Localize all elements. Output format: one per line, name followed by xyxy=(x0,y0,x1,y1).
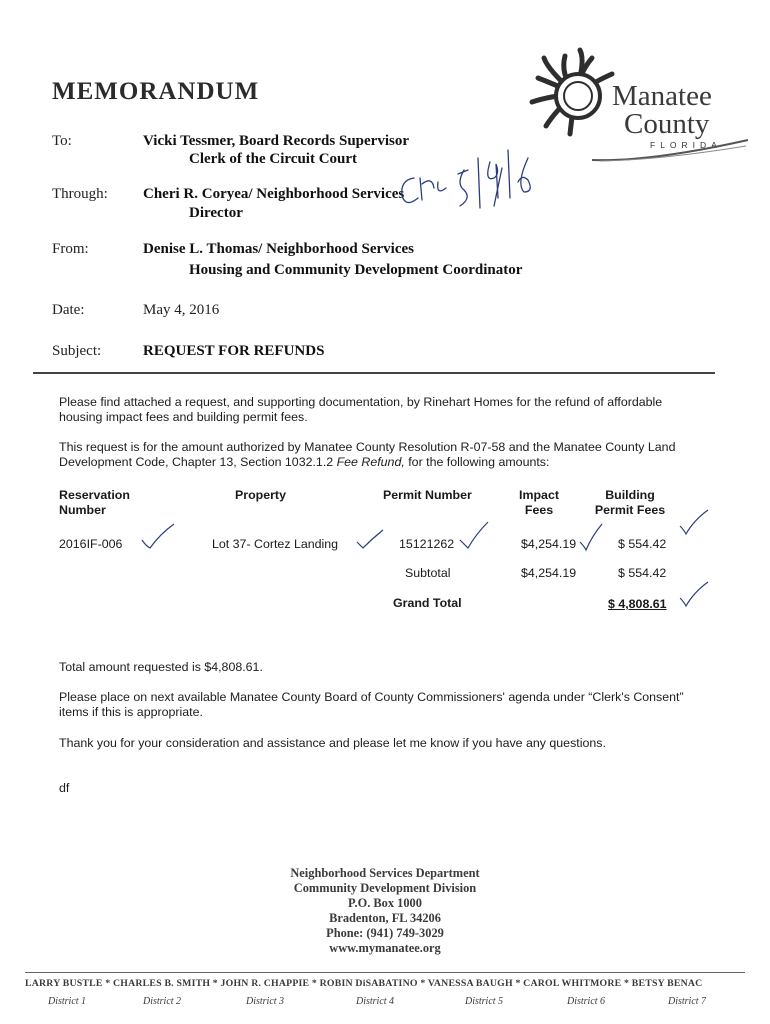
to-label: To: xyxy=(52,133,72,149)
grand-total-label: Grand Total xyxy=(393,596,462,610)
footer-pobox: P.O. Box 1000 xyxy=(348,896,422,910)
from-label: From: xyxy=(52,241,89,257)
through-label: Through: xyxy=(52,186,108,202)
authority-text-end: for the following amounts: xyxy=(404,455,550,469)
district-label: District 5 xyxy=(465,996,504,1007)
check-mark-icon xyxy=(140,522,176,552)
district-label: District 3 xyxy=(246,996,285,1007)
header-divider xyxy=(33,372,715,374)
through-name: Cheri R. Coryea/ Neighborhood Services xyxy=(143,186,405,202)
handwritten-initials-signature xyxy=(392,148,542,218)
intro-paragraph: Please find attached a request, and supporting documentation, by Rinehart Homes for the refund of affordable housing impact fees and building permit fees. xyxy=(59,395,663,424)
logo-swoosh xyxy=(590,132,750,162)
header-impact-line1: Impact xyxy=(519,488,559,502)
to-name: Vicki Tessmer, Board Records Supervisor xyxy=(143,133,409,149)
footer-website: www.mymanatee.org xyxy=(329,941,441,955)
header-permit-number: Permit Number xyxy=(383,488,472,502)
header-property: Property xyxy=(235,488,286,502)
header-reservation-line2: Number xyxy=(59,503,106,517)
from-title: Housing and Community Development Coordinator xyxy=(189,262,523,278)
footer-division: Community Development Division xyxy=(293,881,477,895)
logo-county: County xyxy=(624,108,710,140)
manatee-county-logo xyxy=(520,44,752,164)
check-mark-icon xyxy=(578,522,606,552)
typist-initials: df xyxy=(59,781,70,795)
authority-text-start: This request is for the amount authorized by Manatee County Resolution R-07-58 and the Manatee County Land Development Code, Chapter 13, Section 1032.1.2 xyxy=(59,440,676,469)
grand-total-value: $ 4,808.61 xyxy=(608,597,667,611)
commissioners-list: LARRY BUSTLE * CHARLES B. SMITH * JOHN R. CHAPPIE * ROBIN DiSABATINO * VANESSA BAUGH * CAROL WHITMORE * BETSY BENAC xyxy=(25,978,703,989)
subtotal-impact: $4,254.19 xyxy=(521,566,577,580)
subtotal-building: $ 554.42 xyxy=(618,566,667,580)
district-label: District 1 xyxy=(48,996,87,1007)
footer-department: Neighborhood Services Department xyxy=(290,866,480,880)
footer-phone: Phone: (941) 749-3029 xyxy=(326,926,444,940)
row-reservation: 2016IF-006 xyxy=(59,537,123,551)
check-mark-icon xyxy=(678,580,710,608)
header-reservation xyxy=(59,488,130,518)
from-name: Denise L. Thomas/ Neighborhood Services xyxy=(143,241,414,257)
header-building-permit-fees xyxy=(592,488,668,518)
subject-value: REQUEST FOR REFUNDS xyxy=(143,343,325,359)
district-label: District 6 xyxy=(567,996,606,1007)
district-label: District 2 xyxy=(143,996,182,1007)
total-requested: Total amount requested is $4,808.61. xyxy=(59,660,263,674)
date-label: Date: xyxy=(52,302,85,318)
thank-you: Thank you for your consideration and assistance and please let me know if you have any questions. xyxy=(59,736,606,750)
subject-label: Subject: xyxy=(52,343,102,359)
date-value: May 4, 2016 xyxy=(143,302,220,318)
row-impact-fee: $4,254.19 xyxy=(521,537,577,551)
district-label: District 4 xyxy=(356,996,395,1007)
check-mark-icon xyxy=(355,528,385,550)
footer-divider xyxy=(25,972,745,973)
memo-title: MEMORANDUM xyxy=(52,78,260,105)
row-building-fee: $ 554.42 xyxy=(618,537,667,551)
header-impact-fees xyxy=(516,488,562,518)
row-permit: 15121262 xyxy=(399,537,455,551)
check-mark-icon xyxy=(458,520,492,552)
logo-florida: FLORIDA xyxy=(650,140,722,150)
agenda-request: Please place on next available Manatee County Board of County Commissioners' agenda under “Clerk's Consent” items if this is appropriate. xyxy=(59,690,684,719)
header-impact-line2: Fees xyxy=(524,503,554,517)
row-property: Lot 37- Cortez Landing xyxy=(212,537,339,551)
check-mark-icon xyxy=(678,508,710,536)
to-title: Clerk of the Circuit Court xyxy=(189,151,358,167)
subtotal-label: Subtotal xyxy=(405,566,451,580)
district-label: District 7 xyxy=(668,996,707,1007)
header-reservation-line1: Reservation xyxy=(59,488,130,502)
authority-paragraph xyxy=(59,440,699,470)
fee-refund-italic: Fee Refund, xyxy=(336,455,405,469)
through-title: Director xyxy=(189,205,243,221)
header-building-line2: Permit Fees xyxy=(594,503,666,517)
header-building-line1: Building xyxy=(605,488,655,502)
logo-manatee: Manatee xyxy=(612,80,712,112)
footer-city: Bradenton, FL 34206 xyxy=(329,911,441,925)
